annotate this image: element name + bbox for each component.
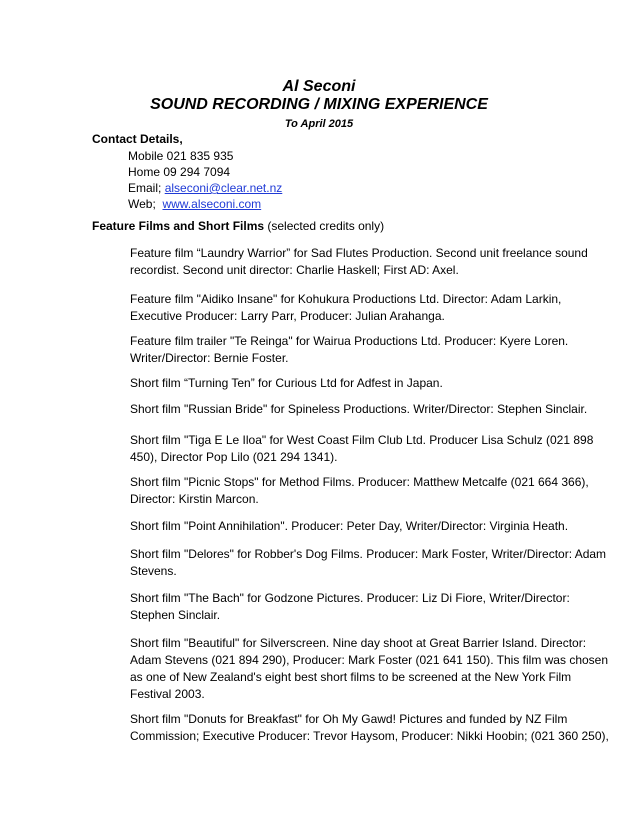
credit-line: Short film "The Bach" for Godzone Pictures. Producer: Liz Di Fiore, Writer/Director: — [130, 591, 570, 605]
credit-entry — [130, 518, 569, 535]
credit-entry — [130, 291, 562, 325]
credit-entry — [130, 635, 609, 703]
section-note: (selected credits only) — [267, 219, 385, 233]
contact-web-row — [128, 196, 261, 213]
credit-line: Feature film "Aidiko Insane" for Kohukura Productions Ltd. Director: Adam Larkin, — [130, 292, 562, 306]
credit-line: Short film “Turning Ten” for Curious Ltd for Adfest in Japan. — [130, 376, 443, 390]
credit-entry — [130, 590, 570, 624]
section-heading — [92, 218, 384, 235]
credit-line: Short film "Point Annihilation". Producer: Peter Day, Writer/Director: Virginia Heath. — [130, 519, 569, 533]
credit-entry — [130, 245, 588, 279]
credit-line: Short film "Donuts for Breakfast" for Oh My Gawd! Pictures and funded by NZ Film — [130, 712, 568, 726]
credit-line: Stephen Sinclair. — [130, 608, 221, 622]
credit-entry — [130, 375, 550, 392]
section-title: Feature Films and Short Films — [92, 219, 265, 233]
contact-home: Home 09 294 7094 — [128, 165, 231, 179]
credit-line: as one of New Zealand's eight best short films to be screened at the New York Film — [130, 670, 572, 684]
author-name: Al Seconi — [282, 78, 356, 95]
credit-line: Short film "Beautiful" for Silverscreen. Nine day shoot at Great Barrier Island. Director: — [130, 636, 587, 650]
credit-line: Feature film “Laundry Warrior” for Sad Flutes Production. Second unit freelance sound — [130, 246, 588, 260]
credit-line: Writer/Director: Bernie Foster. — [130, 351, 289, 365]
credit-line: Festival 2003. — [130, 687, 205, 701]
email-label: Email; — [128, 181, 162, 195]
credit-line: recordist. Second unit director: Charlie Haskell; First AD: Axel. — [130, 263, 459, 277]
document-date: To April 2015 — [284, 118, 354, 130]
credit-entry — [130, 474, 589, 508]
credit-entry — [130, 333, 569, 367]
web-label: Web; — [128, 197, 156, 211]
credit-line: Commission; Executive Producer: Trevor Haysom, Producer: Nikki Hoobin; (021 360 250), — [130, 729, 609, 743]
credit-line: Short film "Tiga E Le Iloa" for West Coast Film Club Ltd. Producer Lisa Schulz (021 898 — [130, 433, 594, 447]
credit-line: Adam Stevens (021 894 290), Producer: Mark Foster (021 641 150). This film was chosen — [130, 653, 609, 667]
credit-line: Stevens. — [130, 564, 177, 578]
credit-line: Executive Producer: Larry Parr, Producer: Julian Arahanga. — [130, 309, 445, 323]
credit-entry — [130, 711, 609, 745]
credit-entry — [130, 432, 594, 466]
credit-line: Short film "Delores" for Robber's Dog Films. Producer: Mark Foster, Writer/Director: Adam — [130, 547, 607, 561]
contact-email-row — [128, 180, 282, 197]
credit-line: 450), Director Pop Lilo (021 294 1341). — [130, 450, 338, 464]
credit-line: Director: Kirstin Marcon. — [130, 492, 259, 506]
credit-entry — [130, 401, 588, 418]
web-link[interactable]: www.alseconi.com — [162, 197, 262, 211]
credit-entry — [130, 546, 607, 580]
document-title: SOUND RECORDING / MIXING EXPERIENCE — [150, 96, 488, 113]
credit-line: Short film "Russian Bride" for Spineless Productions. Writer/Director: Stephen Sinclair. — [130, 402, 588, 416]
credit-line: Short film "Picnic Stops" for Method Films. Producer: Matthew Metcalfe (021 664 366), — [130, 475, 589, 489]
contact-mobile: Mobile 021 835 935 — [128, 149, 234, 163]
email-link[interactable]: alseconi@clear.net.nz — [164, 181, 283, 195]
contact-heading: Contact Details, — [92, 132, 183, 146]
credit-line: Feature film trailer "Te Reinga" for Wairua Productions Ltd. Producer: Kyere Loren. — [130, 334, 569, 348]
